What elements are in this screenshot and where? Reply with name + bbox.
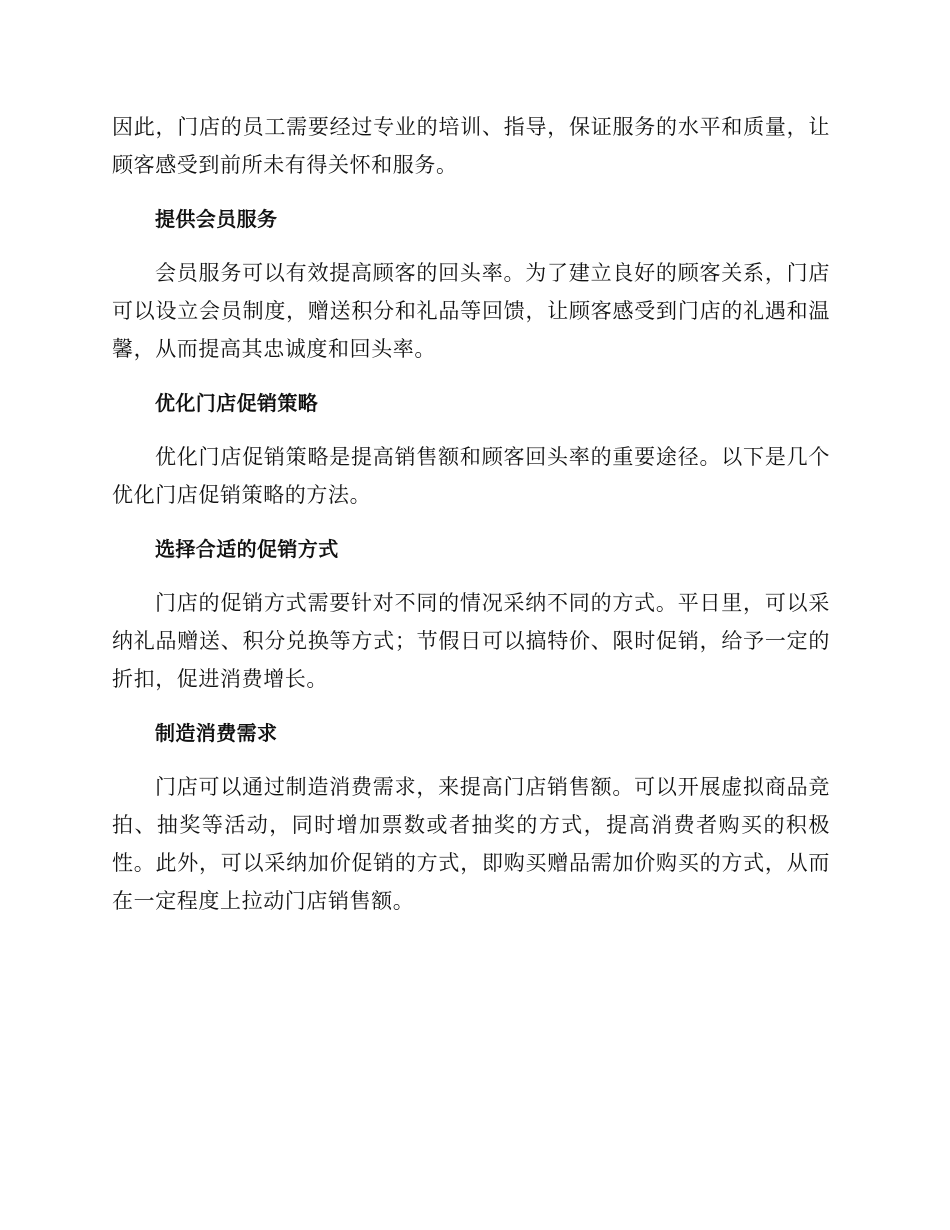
heading-promotion-method: 选择合适的促销方式 (155, 537, 339, 561)
document-page (112, 108, 830, 920)
heading-optimize-promotion: 优化门店促销策略 (155, 391, 319, 415)
paragraph-optimize-promotion: 优化门店促销策略是提高销售额和顾客回头率的重要途径。以下是几个优化门店促销策略的方法。 (112, 445, 830, 507)
paragraph-create-demand: 门店可以通过制造消费需求，来提高门店销售额。可以开展虚拟商品竞拍、抽奖等活动，同时增加票数或者抽奖的方式，提高消费者购买的积极性。此外，可以采纳加价促销的方式，即购买赠品需加价购买的方式，从而在一定程度上拉动门店销售额。 (112, 775, 830, 913)
paragraph-promotion-method: 门店的促销方式需要针对不同的情况采纳不同的方式。平日里，可以采纳礼品赠送、积分兑换等方式；节假日可以搞特价、限时促销，给予一定的折扣，促进消费增长。 (112, 591, 830, 691)
heading-create-demand: 制造消费需求 (155, 721, 278, 745)
paragraph-member-service: 会员服务可以有效提高顾客的回头率。为了建立良好的顾客关系，门店可以设立会员制度，赠送积分和礼品等回馈，让顾客感受到门店的礼遇和温馨，从而提高其忠诚度和回头率。 (112, 261, 830, 361)
paragraph-staff-training: 因此，门店的员工需要经过专业的培训、指导，保证服务的水平和质量，让顾客感受到前所未有得关怀和服务。 (112, 115, 830, 177)
heading-member-service: 提供会员服务 (155, 207, 278, 231)
